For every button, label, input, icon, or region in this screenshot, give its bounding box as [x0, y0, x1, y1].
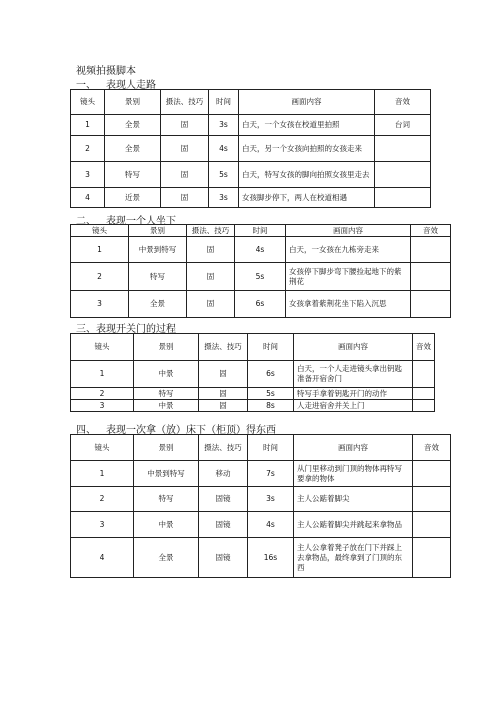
header-shot: 镜头: [71, 334, 134, 361]
header-content: 画面内容: [294, 435, 413, 461]
header-scale: 景别: [134, 334, 199, 361]
cell-sound: 台词: [375, 115, 431, 136]
header-shot: 镜头: [71, 435, 134, 461]
cell-sound: [411, 237, 451, 263]
table-row: [71, 115, 431, 136]
cell-technique: 移动: [199, 461, 248, 487]
section-number: 三、: [76, 324, 96, 335]
cell-time: 6s: [235, 291, 286, 318]
cell-shot: 3: [71, 400, 134, 412]
cell-shot: 3: [71, 291, 129, 318]
table-row: [71, 361, 435, 388]
cell-scale: 近景: [105, 188, 161, 208]
section-title: 表现一个人坐下: [106, 216, 176, 227]
cell-content: 白天，一个人走进镜头拿出钥匙准备开宿舍门: [294, 361, 413, 388]
header-time: 时间: [209, 90, 239, 115]
cell-time: 4s: [209, 136, 239, 162]
header-scale: 景别: [134, 435, 199, 461]
cell-content: 白天，一个女孩在校道里拍照: [239, 115, 375, 136]
cell-technique: 固镜: [199, 512, 248, 538]
header-content: 画面内容: [286, 225, 411, 237]
section-title: 表现开关门的过程: [96, 324, 176, 335]
page-title: 视频拍摄脚本: [76, 66, 136, 77]
cell-technique: 固: [187, 263, 235, 291]
cell-content: 白天，一女孩在九栋旁走来: [286, 237, 411, 263]
cell-sound: [375, 136, 431, 162]
cell-scale: 特写: [134, 487, 199, 512]
table-row: [71, 237, 451, 263]
header-shot: 镜头: [71, 225, 129, 237]
table-row: [71, 162, 431, 188]
cell-technique: 固: [161, 136, 209, 162]
header-sound: 音效: [413, 334, 435, 361]
cell-technique: 固镜: [199, 538, 248, 578]
header-sound: 音效: [413, 435, 451, 461]
cell-scale: 中景到特写: [129, 237, 187, 263]
cell-shot: 4: [71, 538, 134, 578]
cell-technique: 固: [161, 188, 209, 208]
cell-content: 主人公踮着脚尖: [294, 487, 413, 512]
cell-content: 女孩拿着紫荆花坐下陷入沉思: [286, 291, 411, 318]
section-number: 四、: [76, 425, 96, 436]
header-time: 时间: [235, 225, 286, 237]
section-number: 一、: [76, 80, 96, 91]
cell-sound: [413, 538, 451, 578]
cell-content: 女孩脚步停下，两人在校道相遇: [239, 188, 375, 208]
cell-sound: [413, 487, 451, 512]
cell-content: 白天，另一个女孩向拍照的女孩走来: [239, 136, 375, 162]
header-sound: 音效: [375, 90, 431, 115]
header-content: 画面内容: [294, 334, 413, 361]
cell-shot: 2: [71, 136, 105, 162]
header-scale: 景别: [129, 225, 187, 237]
cell-sound: [413, 512, 451, 538]
cell-sound: [413, 388, 435, 400]
cell-content: 主人公踮着脚尖并跳起来拿物品: [294, 512, 413, 538]
cell-sound: [411, 263, 451, 291]
table-row: [71, 487, 451, 512]
cell-shot: 3: [71, 512, 134, 538]
header-content: 画面内容: [239, 90, 375, 115]
shot-table-2: [70, 224, 451, 318]
cell-scale: 中景: [134, 361, 199, 388]
table-row: [71, 512, 451, 538]
cell-shot: 2: [71, 388, 134, 400]
section-number: 二、: [76, 216, 96, 227]
cell-sound: [375, 162, 431, 188]
table-header-row: [71, 435, 451, 461]
cell-sound: [413, 400, 435, 412]
header-technique: 摄法、技巧: [199, 435, 248, 461]
cell-scale: 全景: [129, 291, 187, 318]
cell-technique: 固: [187, 237, 235, 263]
shot-table-1: [70, 89, 431, 208]
cell-scale: 中景到特写: [134, 461, 199, 487]
header-technique: 摄法、技巧: [199, 334, 248, 361]
table-row: [71, 188, 431, 208]
cell-time: 5s: [235, 263, 286, 291]
shot-table-4: [70, 434, 451, 578]
cell-technique: 固: [199, 388, 248, 400]
cell-time: 7s: [248, 461, 294, 487]
header-sound: 音效: [411, 225, 451, 237]
shot-table-3: [70, 333, 435, 412]
cell-time: 4s: [235, 237, 286, 263]
cell-scale: 中景: [134, 400, 199, 412]
cell-time: 5s: [248, 388, 294, 400]
header-technique: 摄法、技巧: [161, 90, 209, 115]
cell-content: 人走进宿舍并关上门: [294, 400, 413, 412]
table-header-row: [71, 90, 431, 115]
cell-shot: 1: [71, 461, 134, 487]
cell-sound: [413, 461, 451, 487]
cell-shot: 2: [71, 487, 134, 512]
cell-time: 3s: [248, 487, 294, 512]
section-title: 表现人走路: [106, 80, 156, 91]
cell-sound: [413, 361, 435, 388]
cell-content: 特写手拿着钥匙开门的动作: [294, 388, 413, 400]
table-header-row: [71, 225, 451, 237]
cell-scale: 中景: [134, 512, 199, 538]
cell-time: 3s: [209, 115, 239, 136]
cell-scale: 特写: [134, 388, 199, 400]
table-row: [71, 291, 451, 318]
cell-time: 8s: [248, 400, 294, 412]
cell-scale: 全景: [105, 136, 161, 162]
section-title: 表现一次拿（放）床下（柜顶）得东西: [106, 425, 276, 436]
cell-technique: 固: [199, 361, 248, 388]
cell-content: 白天，特写女孩的脚向拍照女孩里走去: [239, 162, 375, 188]
cell-time: 3s: [209, 188, 239, 208]
table-row: [71, 136, 431, 162]
cell-time: 4s: [248, 512, 294, 538]
cell-time: 6s: [248, 361, 294, 388]
cell-technique: 固: [161, 115, 209, 136]
cell-sound: [411, 291, 451, 318]
cell-sound: [375, 188, 431, 208]
cell-shot: 2: [71, 263, 129, 291]
header-shot: 镜头: [71, 90, 105, 115]
table-row: [71, 388, 435, 400]
cell-shot: 1: [71, 361, 134, 388]
cell-content: 从门里移动到门顶的物体再特写要拿的物体: [294, 461, 413, 487]
header-technique: 摄法、技巧: [187, 225, 235, 237]
cell-scale: 全景: [105, 115, 161, 136]
cell-shot: 3: [71, 162, 105, 188]
cell-content: 女孩停下脚步弯下腰捡起地下的紫荆花: [286, 263, 411, 291]
cell-scale: 全景: [134, 538, 199, 578]
cell-shot: 4: [71, 188, 105, 208]
cell-time: 16s: [248, 538, 294, 578]
table-row: [71, 538, 451, 578]
table-row: [71, 400, 435, 412]
header-time: 时间: [248, 435, 294, 461]
cell-technique: 固: [199, 400, 248, 412]
header-scale: 景别: [105, 90, 161, 115]
cell-time: 5s: [209, 162, 239, 188]
cell-scale: 特写: [129, 263, 187, 291]
cell-technique: 固: [187, 291, 235, 318]
table-header-row: [71, 334, 435, 361]
cell-technique: 固镜: [199, 487, 248, 512]
table-row: [71, 461, 451, 487]
cell-technique: 固: [161, 162, 209, 188]
header-time: 时间: [248, 334, 294, 361]
cell-shot: 1: [71, 237, 129, 263]
cell-scale: 特写: [105, 162, 161, 188]
cell-content: 主人公拿着凳子放在门下并踩上去拿物品，最终拿到了门顶的东西: [294, 538, 413, 578]
table-row: [71, 263, 451, 291]
cell-shot: 1: [71, 115, 105, 136]
